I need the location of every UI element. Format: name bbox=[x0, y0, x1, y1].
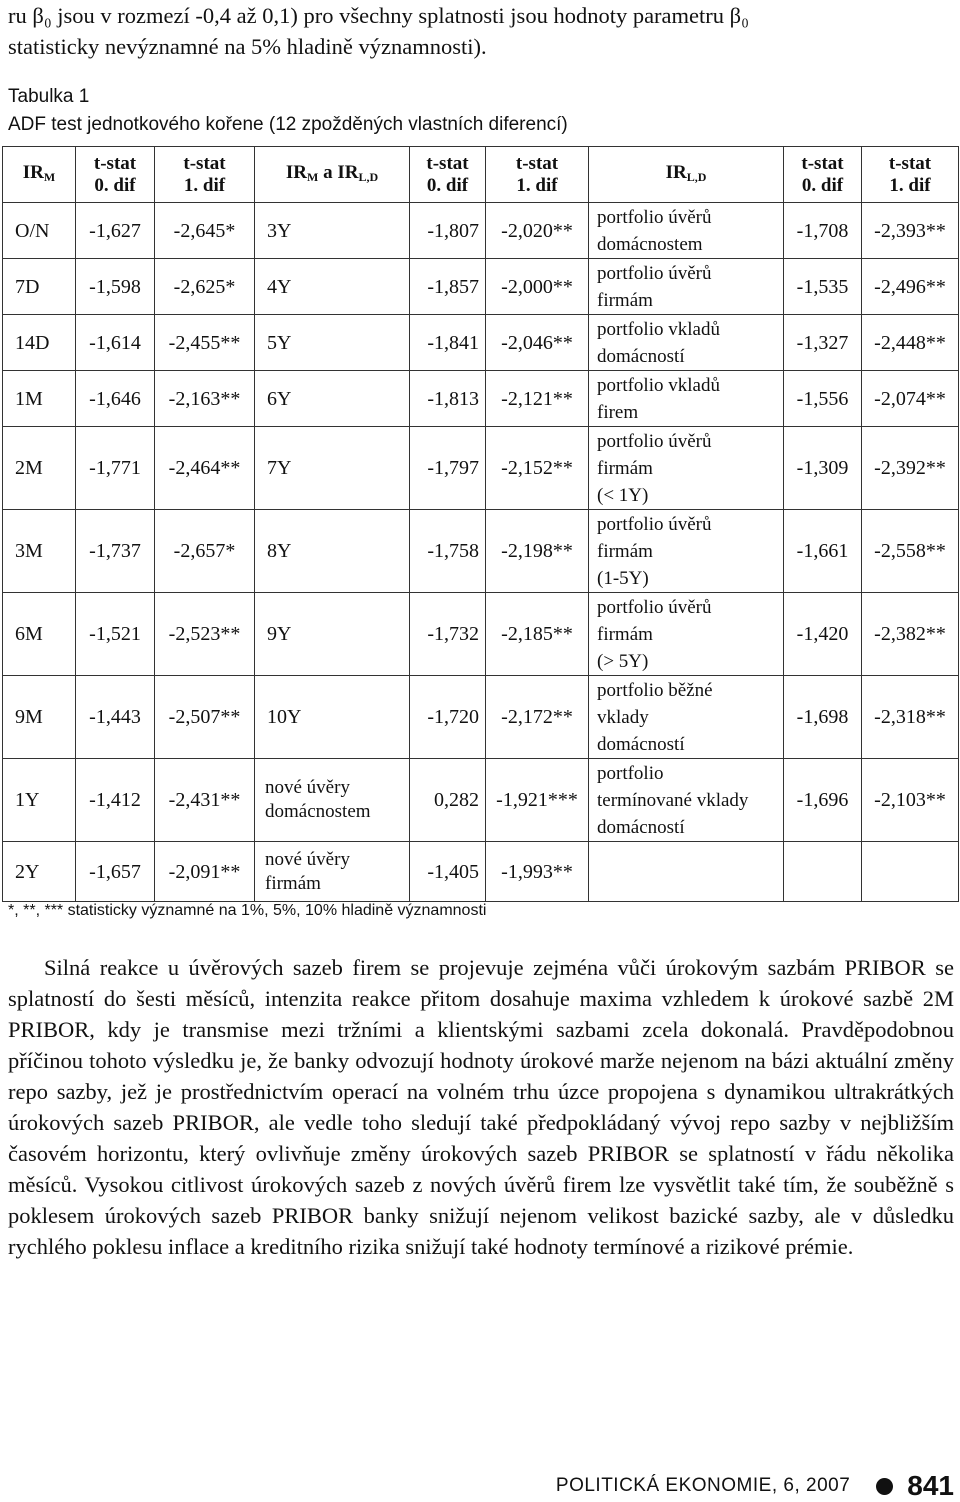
cell-value: -2,393** bbox=[862, 203, 959, 259]
cell-ird-label: portfolio úvěrů firmám (1-5Y) bbox=[589, 510, 784, 593]
cell-value: -2,152** bbox=[486, 427, 589, 510]
cell-value: -1,412 bbox=[76, 759, 155, 842]
cell-value: -2,455** bbox=[155, 315, 255, 371]
cell-value: -2,431** bbox=[155, 759, 255, 842]
cell-value: -2,121** bbox=[486, 371, 589, 427]
cell-ird-label: portfolio termínované vklady domácností bbox=[589, 759, 784, 842]
header-irm: $IR_M$ bbox=[3, 147, 76, 203]
cell-irml-label: 8Y bbox=[255, 510, 410, 593]
cell-ird-label: portfolio běžné vklady domácností bbox=[589, 676, 784, 759]
cell-value: -2,558** bbox=[862, 510, 959, 593]
cell-irm-label: 2Y bbox=[3, 842, 76, 902]
cell-value: -1,405 bbox=[410, 842, 486, 902]
table-row bbox=[3, 759, 959, 842]
cell-value: -1,646 bbox=[76, 371, 155, 427]
header-ird-tstat-0: t-stat 0. dif bbox=[784, 147, 862, 203]
cell-irm-label: 7D bbox=[3, 259, 76, 315]
table-row bbox=[3, 676, 959, 759]
cell-irm-label: 3M bbox=[3, 510, 76, 593]
cell-value: -1,813 bbox=[410, 371, 486, 427]
table-row bbox=[3, 259, 959, 315]
table-row bbox=[3, 427, 959, 510]
table-row bbox=[3, 315, 959, 371]
cell-value: -1,556 bbox=[784, 371, 862, 427]
cell-irml-label: 9Y bbox=[255, 593, 410, 676]
cell-value: -2,645* bbox=[155, 203, 255, 259]
cell-value: -2,046** bbox=[486, 315, 589, 371]
table-row bbox=[3, 203, 959, 259]
page-footer bbox=[556, 1470, 954, 1502]
intro-text bbox=[8, 0, 953, 62]
header-ird: $IR_{L,D}$ bbox=[589, 147, 784, 203]
table-footnote: *, **, *** statisticky významné na 1%, 5%, 10% hladině významnosti bbox=[8, 902, 487, 919]
table-row bbox=[3, 510, 959, 593]
cell-value bbox=[862, 842, 959, 902]
header-irm-tstat-1: t-stat 1. dif bbox=[155, 147, 255, 203]
cell-value: -2,163** bbox=[155, 371, 255, 427]
cell-value: -1,661 bbox=[784, 510, 862, 593]
cell-value: -2,198** bbox=[486, 510, 589, 593]
cell-value: -2,507** bbox=[155, 676, 255, 759]
cell-value: -1,327 bbox=[784, 315, 862, 371]
cell-irm-label: 1Y bbox=[3, 759, 76, 842]
cell-value: 0,282 bbox=[410, 759, 486, 842]
table-header-row bbox=[3, 147, 959, 203]
cell-value: -2,074** bbox=[862, 371, 959, 427]
cell-value: -1,420 bbox=[784, 593, 862, 676]
journal-name: POLITICKÁ EKONOMIE, 6, 2007 bbox=[555, 1475, 851, 1496]
cell-value: -2,382** bbox=[862, 593, 959, 676]
cell-irm-label: 1M bbox=[3, 371, 76, 427]
cell-ird-label: portfolio úvěrů firmám bbox=[589, 259, 784, 315]
cell-irml-label: 5Y bbox=[255, 315, 410, 371]
cell-irml-label: nové úvěry firmám bbox=[255, 842, 410, 902]
body-paragraph bbox=[8, 952, 954, 1262]
intro-line-2: statisticky nevýznamné na 5% hladině významnosti). bbox=[8, 34, 487, 59]
header-irm-tstat-0: t-stat 0. dif bbox=[76, 147, 155, 203]
cell-irm-label: 14D bbox=[3, 315, 76, 371]
cell-irml-label: 6Y bbox=[255, 371, 410, 427]
cell-value: -1,309 bbox=[784, 427, 862, 510]
table-title: ADF test jednotkového kořene (12 zpožděných vlastních diferencí) bbox=[8, 114, 568, 135]
cell-value: -2,318** bbox=[862, 676, 959, 759]
cell-value: -2,091** bbox=[155, 842, 255, 902]
cell-value: -1,521 bbox=[76, 593, 155, 676]
cell-value: -2,625* bbox=[155, 259, 255, 315]
cell-irml-label: 4Y bbox=[255, 259, 410, 315]
cell-value: -2,185** bbox=[486, 593, 589, 676]
cell-value: -1,720 bbox=[410, 676, 486, 759]
cell-value: -1,841 bbox=[410, 315, 486, 371]
cell-value: -2,464** bbox=[155, 427, 255, 510]
table-row bbox=[3, 593, 959, 676]
cell-value: -1,443 bbox=[76, 676, 155, 759]
table-row bbox=[3, 842, 959, 902]
bullet-icon bbox=[876, 1478, 893, 1495]
cell-value: -1,807 bbox=[410, 203, 486, 259]
cell-value: -1,627 bbox=[76, 203, 155, 259]
intro-line-1: ru β₀ jsou v rozmezí -0,4 až 0,1) pro všechny splatnosti jsou hodnoty parametru β₀ bbox=[8, 3, 749, 28]
header-ird-tstat-1: t-stat 1. dif bbox=[862, 147, 959, 203]
cell-irm-label: 6M bbox=[3, 593, 76, 676]
cell-irm-label: O/N bbox=[3, 203, 76, 259]
cell-value: -1,614 bbox=[76, 315, 155, 371]
cell-value: -1,732 bbox=[410, 593, 486, 676]
cell-value: -2,020** bbox=[486, 203, 589, 259]
table-row bbox=[3, 371, 959, 427]
cell-value: -1,737 bbox=[76, 510, 155, 593]
cell-value: -1,535 bbox=[784, 259, 862, 315]
cell-irml-label: 7Y bbox=[255, 427, 410, 510]
cell-irm-label: 9M bbox=[3, 676, 76, 759]
cell-value: -2,657* bbox=[155, 510, 255, 593]
header-irml-tstat-1: t-stat 1. dif bbox=[486, 147, 589, 203]
cell-irml-label: 3Y bbox=[255, 203, 410, 259]
cell-ird-label: portfolio vkladů domácností bbox=[589, 315, 784, 371]
page-number: 841 bbox=[907, 1470, 954, 1501]
cell-value: -2,172** bbox=[486, 676, 589, 759]
adf-table bbox=[2, 146, 959, 902]
cell-value: -1,696 bbox=[784, 759, 862, 842]
cell-irml-label: nové úvěry domácnostem bbox=[255, 759, 410, 842]
cell-value: -2,392** bbox=[862, 427, 959, 510]
paragraph-text: Silná reakce u úvěrových sazeb firem se projevuje zejména vůči úrokovým sazbám PRIBOR se splatností do šesti měsíců, intenzita reakce přitom dosahuje maxima vzhledem k úrokové sazbě 2M PRIBOR, kdy je transmise mezi tržními a klientskými sazbami zcela dokonalá. Pravděpodobnou příčinou tohoto výsledku je, že banky odvozují hodnoty úrokové marže nejenom na bázi aktuální změny repo sazby, jež je prostřednictvím operací na volném trhu úzce propojena s dynamikou ultrakrátkých úrokových sazeb PRIBOR, ale vedle toho sledují také předpokládaný vývoj repo sazby v nejbližším časovém horizontu, který ovlivňuje změny úrokových sazeb PRIBOR se splatností v řádu několika měsíců. Vysokou citlivost úrokových sazeb z nových úvěrů firem lze vysvětlit také tím, že souběžně s poklesem úrokových sazeb PRIBOR banky snižují nejenom velikost bazické sazby, ale v důsledku rychlého poklesu inflace a kreditního rizika snižují také hodnoty termínové a rizikové prémie. bbox=[8, 955, 954, 1259]
cell-ird-label-empty bbox=[589, 842, 784, 902]
header-irml-tstat-0: t-stat 0. dif bbox=[410, 147, 486, 203]
cell-value: -2,103** bbox=[862, 759, 959, 842]
cell-ird-label: portfolio úvěrů domácnostem bbox=[589, 203, 784, 259]
cell-value: -1,921*** bbox=[486, 759, 589, 842]
cell-ird-label: portfolio vkladů firem bbox=[589, 371, 784, 427]
cell-ird-label: portfolio úvěrů firmám (> 5Y) bbox=[589, 593, 784, 676]
cell-value: -1,758 bbox=[410, 510, 486, 593]
header-irm-ird: $IR_M$ a $IR_{L,D}$ bbox=[255, 147, 410, 203]
cell-value: -2,000** bbox=[486, 259, 589, 315]
cell-ird-label: portfolio úvěrů firmám (< 1Y) bbox=[589, 427, 784, 510]
cell-value: -1,771 bbox=[76, 427, 155, 510]
cell-irml-label: 10Y bbox=[255, 676, 410, 759]
cell-value: -1,797 bbox=[410, 427, 486, 510]
cell-value: -1,698 bbox=[784, 676, 862, 759]
cell-irm-label: 2M bbox=[3, 427, 76, 510]
cell-value: -2,523** bbox=[155, 593, 255, 676]
cell-value: -1,598 bbox=[76, 259, 155, 315]
cell-value: -1,708 bbox=[784, 203, 862, 259]
cell-value: -1,993** bbox=[486, 842, 589, 902]
table-label: Tabulka 1 bbox=[8, 86, 90, 107]
cell-value: -1,857 bbox=[410, 259, 486, 315]
cell-value: -1,657 bbox=[76, 842, 155, 902]
cell-value bbox=[784, 842, 862, 902]
cell-value: -2,448** bbox=[862, 315, 959, 371]
cell-value: -2,496** bbox=[862, 259, 959, 315]
